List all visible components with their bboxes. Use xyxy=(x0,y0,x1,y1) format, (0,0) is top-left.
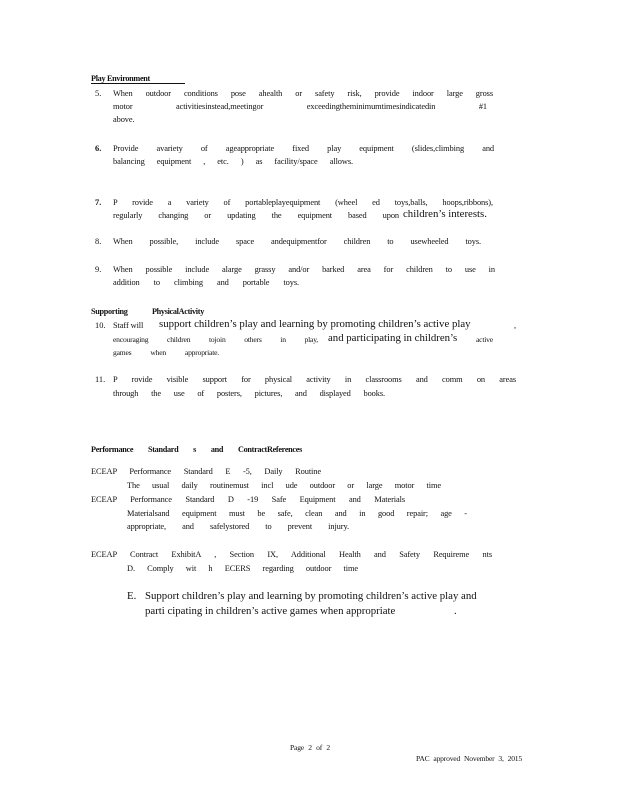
item-10-line-3: games when appropriate. xyxy=(113,348,219,357)
item-number: 7. xyxy=(95,198,102,207)
item-e-tail: . xyxy=(454,605,457,617)
reference-body: D. Comply wit h ECERS regarding outdoor time xyxy=(127,564,358,573)
item-number: 9. xyxy=(95,265,102,274)
item-5-line-1: When outdoor conditions pose ahealth or safety risk, provide indoor large gross xyxy=(113,89,493,98)
item-7-line-1: P rovide a variety of portableplayequipment (wheel ed toys,balls, hoops,ribbons), xyxy=(113,198,493,207)
reference-title: ECEAP Contract ExhibitA , Section IX, Additional Health and Safety Requireme nts xyxy=(91,550,492,559)
reference-title: ECEAP Performance Standard E -5, Daily Routine xyxy=(91,467,321,476)
item-e-line-1: Support children’s play and learning by promoting children’s active play and xyxy=(145,590,477,602)
item-6-line-2: balancing equipment , etc. ) as facility/space allows. xyxy=(113,157,353,166)
item-5-line-3: above. xyxy=(113,115,135,124)
reference-body: appropriate, and safelystored to prevent injury. xyxy=(127,522,349,531)
reference-body: The usual daily routinemust incl ude outdoor or large motor time xyxy=(127,481,441,490)
item-e-letter: E. xyxy=(127,590,137,602)
item-9-line-2: addition to climbing and portable toys. xyxy=(113,278,299,287)
item-7-line-2: regularly changing or updating the equipment based upon xyxy=(113,211,399,220)
item-11-line-1: P rovide visible support for physical activity in classrooms and comm on areas xyxy=(113,375,516,384)
item-number: 5. xyxy=(95,89,102,98)
approval-date: PAC approved November 3, 2015 xyxy=(416,754,522,763)
item-6-line-1: Provide avariety of ageappropriate fixed play equipment (slides,climbing and xyxy=(113,144,494,153)
item-11-line-2: through the use of posters, pictures, and displayed books. xyxy=(113,389,385,398)
item-10-line-2: encouraging children tojoin others in play, xyxy=(113,335,318,344)
page-number: Page 2 of 2 xyxy=(290,743,330,752)
item-7-emphasis: children’s interests. xyxy=(403,208,487,220)
item-10-emphasis-2: and participating in children’s xyxy=(328,332,458,344)
item-number: 6. xyxy=(95,144,102,153)
item-10-emphasis-1: support children’s play and learning by promoting children’s active play xyxy=(159,318,471,330)
item-number: 10. xyxy=(95,321,106,330)
item-10-tail-1: , xyxy=(514,321,516,330)
item-9-line-1: When possible include alarge grassy and/or barked area for children to use in xyxy=(113,265,495,274)
item-10-lead: Staff will xyxy=(113,321,144,330)
reference-body: Materialsand equipment must be safe, clean and in good repair; age - xyxy=(127,509,467,518)
section-heading-play-environment: Play Environment xyxy=(91,74,185,84)
item-number: 8. xyxy=(95,237,102,246)
item-number: 11. xyxy=(95,375,106,384)
item-8-line-1: When possible, include space andequipmentfor children to usewheeled toys. xyxy=(113,237,481,246)
section-heading-supporting-activity: Supporting PhysicalActivity xyxy=(91,307,204,316)
item-10-tail-2: active xyxy=(476,335,493,344)
reference-title: ECEAP Performance Standard D -19 Safe Equipment and Materials xyxy=(91,495,405,504)
section-heading-performance-standards: Performance Standard s and ContractReferences xyxy=(91,445,302,454)
item-5-line-2: motor activitiesinstead,meetingor exceedingtheminimumtimesindicatedin #1 xyxy=(113,102,487,111)
item-e-line-2: parti cipating in children’s active games when appropriate xyxy=(145,605,396,617)
